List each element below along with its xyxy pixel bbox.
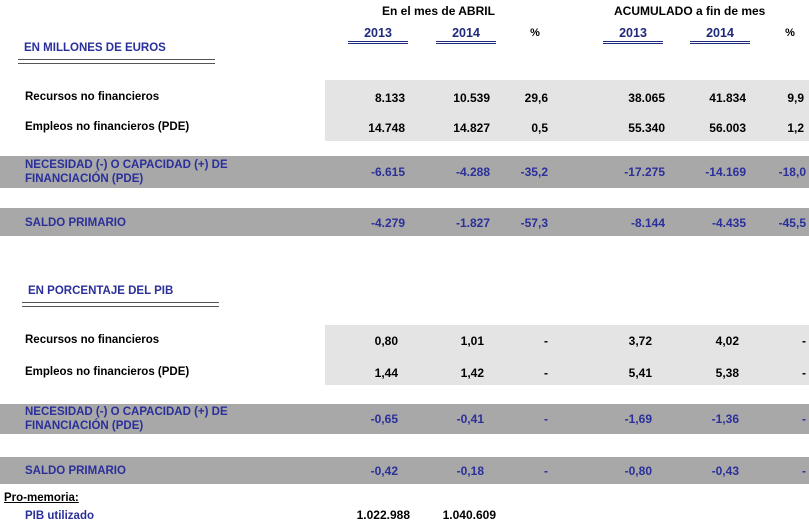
cell: -1.827 <box>455 216 490 230</box>
accumulated-header: ACUMULADO a fin de mes <box>614 4 766 18</box>
memo-label-pib: PIB utilizado <box>25 510 94 522</box>
cell: -0,42 <box>370 464 398 478</box>
cell: -8.144 <box>630 216 665 230</box>
cell: -0,43 <box>711 464 739 478</box>
col-header-accum-pct: % <box>785 27 795 39</box>
cell: -0,80 <box>624 464 652 478</box>
row-label-recursos: Recursos no financieros <box>25 334 160 346</box>
col-header-accum-2013: 2013 <box>603 26 663 44</box>
col-header-month-2014: 2014 <box>436 26 496 44</box>
cell: - <box>544 464 548 478</box>
cell: -35,2 <box>520 165 548 179</box>
cell: 1,44 <box>374 366 398 380</box>
row-label-necesidad: NECESIDAD (-) O CAPACIDAD (+) DE FINANCIACIÓN (PDE) <box>25 159 228 185</box>
cell: -1,36 <box>711 412 739 426</box>
memo-value-2013: 1.022.988 <box>356 508 410 522</box>
section-title-millions: EN MILLONES DE EUROS <box>24 42 166 54</box>
cell: -57,3 <box>520 216 548 230</box>
col-header-month-2013: 2013 <box>348 26 408 44</box>
row-label-saldo-primario: SALDO PRIMARIO <box>25 217 126 229</box>
cell: 14.748 <box>368 121 405 135</box>
col-header-month-pct: % <box>530 27 540 39</box>
memo-title: Pro-memoria: <box>4 492 79 504</box>
cell: 29,6 <box>524 91 548 105</box>
cell: -6.615 <box>370 165 405 179</box>
cell: -1,69 <box>624 412 652 426</box>
cell: 3,72 <box>628 334 652 348</box>
row-label-saldo-primario: SALDO PRIMARIO <box>25 465 126 477</box>
cell: - <box>544 412 548 426</box>
cell: 10.539 <box>453 91 490 105</box>
memo-value-2014: 1.040.609 <box>442 508 496 522</box>
cell: 4,02 <box>715 334 739 348</box>
section-underline <box>18 59 215 64</box>
cell: 41.834 <box>709 91 746 105</box>
cell: 56.003 <box>709 121 746 135</box>
row-label-empleos: Empleos no financieros (PDE) <box>25 121 190 133</box>
cell: -45,5 <box>778 216 806 230</box>
cell: - <box>802 366 806 380</box>
cell: 8.133 <box>374 91 405 105</box>
cell: -14.169 <box>705 165 746 179</box>
cell: - <box>802 412 806 426</box>
row-label-empleos: Empleos no financieros (PDE) <box>25 366 190 378</box>
cell: 0,80 <box>374 334 398 348</box>
cell: 55.340 <box>628 121 665 135</box>
cell: -17.275 <box>624 165 665 179</box>
row-label-necesidad: NECESIDAD (-) O CAPACIDAD (+) DE FINANCIACIÓN (PDE) <box>25 406 228 432</box>
cell: -0,18 <box>456 464 484 478</box>
cell: 1,01 <box>460 334 484 348</box>
cell: - <box>544 366 548 380</box>
section-underline <box>22 302 219 307</box>
cell: 38.065 <box>628 91 665 105</box>
cell: 14.827 <box>453 121 490 135</box>
cell: -18,0 <box>778 165 806 179</box>
col-header-accum-2014: 2014 <box>690 26 750 44</box>
cell: - <box>802 334 806 348</box>
month-header: En el mes de ABRIL <box>382 4 495 18</box>
cell: -4.279 <box>370 216 405 230</box>
cell: 0,5 <box>531 121 548 135</box>
row-label-recursos: Recursos no financieros <box>25 91 160 103</box>
cell: -4.288 <box>455 165 490 179</box>
cell: -4.435 <box>711 216 746 230</box>
cell: - <box>802 464 806 478</box>
section-title-pib: EN PORCENTAJE DEL PIB <box>28 285 174 297</box>
cell: 1,2 <box>787 121 804 135</box>
cell: 5,41 <box>628 366 652 380</box>
cell: -0,65 <box>370 412 398 426</box>
cell: 9,9 <box>787 91 804 105</box>
cell: - <box>544 334 548 348</box>
cell: -0,41 <box>456 412 484 426</box>
cell: 5,38 <box>715 366 739 380</box>
cell: 1,42 <box>460 366 484 380</box>
